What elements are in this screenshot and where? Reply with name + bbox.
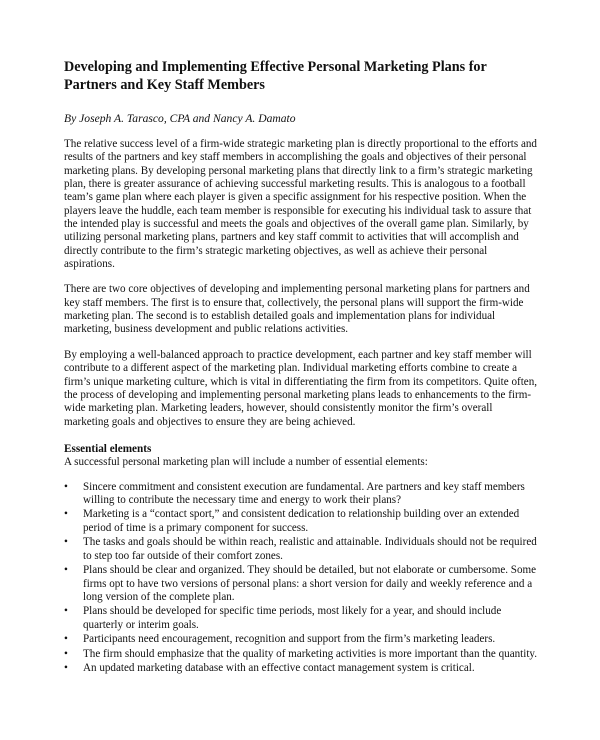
bullet-list bbox=[64, 481, 540, 676]
bullet-item bbox=[64, 662, 540, 675]
author-byline: By Joseph A. Tarasco, CPA and Nancy A. Damato bbox=[64, 112, 296, 125]
bullet-icon: • bbox=[64, 564, 68, 577]
bullet-item bbox=[64, 481, 540, 508]
document-page bbox=[64, 58, 540, 677]
bullet-item bbox=[64, 508, 540, 535]
bullet-text: Marketing is a “contact sport,” and consistent dedication to relationship building over an extended period of time is a primary component for success. bbox=[83, 508, 520, 534]
bullet-item bbox=[64, 605, 540, 632]
bullet-text: An updated marketing database with an effective contact management system is critical. bbox=[83, 662, 475, 675]
bullet-text: Plans should be developed for specific time periods, most likely for a year, and should include quarterly or interim goals. bbox=[83, 605, 502, 631]
bullet-icon: • bbox=[64, 647, 68, 660]
bullet-icon: • bbox=[64, 536, 68, 549]
bullet-item bbox=[64, 536, 540, 563]
section-heading: Essential elements bbox=[64, 442, 152, 455]
bullet-item bbox=[64, 648, 540, 661]
bullet-icon: • bbox=[64, 633, 68, 646]
bullet-text: The firm should emphasize that the quality of marketing activities is more important than the quantity. bbox=[83, 647, 538, 660]
bullet-icon: • bbox=[64, 480, 68, 493]
bullet-text: Plans should be clear and organized. They should be detailed, but not elaborate or cumbersome. Some firms opt to have two versions of personal plans: a short version for daily and weekly reference and a long version of the complete plan. bbox=[83, 564, 537, 603]
bullet-icon: • bbox=[64, 605, 68, 618]
body-paragraph-3: By employing a well-balanced approach to practice development, each partner and key staff member will contribute to a different aspect of the marketing plan. Individual marketing efforts combine to create a firm’s unique marketing culture, which is vital in differentiating the firm from its competitors. Quite often, the process of developing and implementing personal marketing plans leads to enhancements to the firm-wide marketing plan. Marketing leaders, however, should consistently monitor the firm’s overall marketing goals and objectives to ensure they are being achieved. bbox=[64, 348, 538, 428]
section-intro: A successful personal marketing plan will include a number of essential elements: bbox=[64, 456, 428, 469]
document-title: Developing and Implementing Effective Personal Marketing Plans for Partners and Key Staff Members bbox=[64, 59, 487, 93]
body-paragraph-2: There are two core objectives of developing and implementing personal marketing plans for partners and key staff members. The first is to ensure that, collectively, the personal plans will support the firm-wide marketing plan. The second is to establish detailed goals and implementation plans for individual marketing, business development and public relations activities. bbox=[64, 283, 530, 336]
bullet-icon: • bbox=[64, 508, 68, 521]
bullet-icon: • bbox=[64, 662, 68, 675]
bullet-item bbox=[64, 633, 540, 646]
bullet-text: Participants need encouragement, recognition and support from the firm’s marketing leaders. bbox=[83, 633, 496, 646]
bullet-text: The tasks and goals should be within reach, realistic and attainable. Individuals should not be required to step too far outside of their comfort zones. bbox=[83, 536, 537, 562]
bullet-text: Sincere commitment and consistent execution are fundamental. Are partners and key staff members willing to contribute the necessary time and energy to work their plans? bbox=[83, 480, 525, 506]
body-paragraph-1: The relative success level of a firm-wide strategic marketing plan is directly proportional to the efforts and results of the partners and key staff members in accomplishing the goals and objectives of their personal marketing plans. By developing personal marketing plans that directly link to a firm’s strategic marketing plan, there is greater assurance of achieving successful marketing results. This is analogous to a football team’s game plan where each player is given a specific assignment for his respective position. When the players leave the huddle, each team member is responsible for executing his individual task to assure that the intended play is successful and meets the goals and objectives of the overall game plan. Similarly, by utilizing personal marketing plans, partners and key staff commit to activities that will accomplish and directly contribute to the firm’s strategic marketing objectives, as well as achieve their personal aspirations. bbox=[64, 138, 537, 271]
bullet-item bbox=[64, 564, 540, 604]
